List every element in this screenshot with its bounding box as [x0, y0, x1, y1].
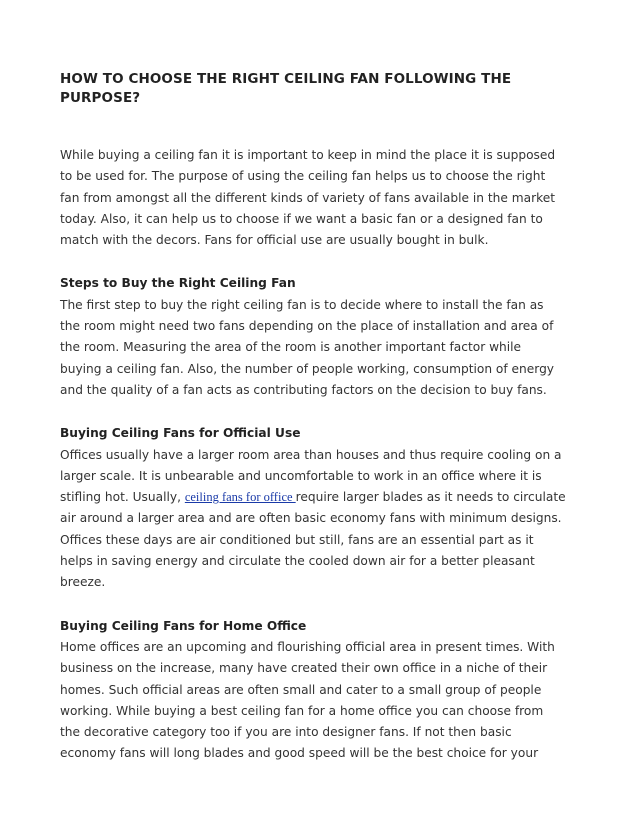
intro-line: While buying a ceiling fan it is important to keep in mind the place it is supposed [60, 148, 556, 162]
body-line: Offices these days are air conditioned but still, fans are an essential part as it [60, 532, 534, 547]
section-heading: Buying Ceiling Fans for Official Use [60, 426, 301, 441]
intro-paragraph [60, 145, 590, 251]
body-line: The first step to buy the right ceiling fan is to decide where to install the fan as [60, 297, 544, 312]
intro-line: fan from amongst all the different kinds of variety of fans available in the market [60, 190, 555, 205]
body-line: working. While buying a best ceiling fan for a home office you can choose from [60, 703, 544, 718]
body-line: business on the increase, many have created their own office in a niche of their [60, 661, 548, 676]
section-steps [60, 273, 590, 401]
body-line-suffix: require larger blades as it needs to circulate [295, 490, 566, 505]
body-line: the decorative category too if you are into designer fans. If not then basic [60, 725, 512, 740]
section-home-office [60, 616, 590, 765]
body-line: the room. Measuring the area of the room is another important factor while [60, 340, 522, 355]
title-line-2: PURPOSE? [60, 90, 141, 106]
body-line: buying a ceiling fan. Also, the number of people working, consumption of energy [60, 361, 555, 376]
intro-line: to be used for. The purpose of using the ceiling fan helps us to choose the right [60, 169, 546, 184]
body-line: the room might need two fans depending on the place of installation and area of [60, 319, 554, 334]
document-page [60, 70, 590, 765]
body-line: air around a larger area and are often basic economy fans with minimum designs. [60, 511, 562, 526]
body-line: breeze. [60, 575, 106, 590]
body-line: Home offices are an upcoming and flourishing official area in present times. With [60, 639, 555, 654]
intro-line: today. Also, it can help us to choose if we want a basic fan or a designed fan to [60, 211, 543, 226]
section-heading: Steps to Buy the Right Ceiling Fan [60, 276, 296, 291]
page-title [60, 70, 590, 108]
body-line: helps in saving energy and circulate the cooled down air for a better pleasant [60, 554, 535, 569]
ceiling-fans-for-office-link[interactable]: ceiling fans for office [184, 490, 296, 505]
section-body [60, 445, 590, 594]
section-official-use [60, 423, 590, 593]
body-line: economy fans will long blades and good speed will be the best choice for your [60, 746, 539, 761]
body-line: and the quality of a fan acts as contributing factors on the decision to buy fans. [60, 382, 547, 397]
body-line: larger scale. It is unbearable and uncomfortable to work in an office where it is [60, 468, 542, 483]
body-line: homes. Such official areas are often small and cater to a small group of people [60, 682, 542, 697]
section-heading: Buying Ceiling Fans for Home Office [60, 618, 307, 633]
title-line-1: HOW TO CHOOSE THE RIGHT CEILING FAN FOLLOWING THE [60, 71, 512, 87]
intro-line: match with the decors. Fans for official use are usually bought in bulk. [60, 233, 489, 248]
section-body [60, 637, 590, 765]
body-line: Offices usually have a larger room area than houses and thus require cooling on a [60, 447, 562, 462]
body-line-prefix: stifling hot. Usually, [60, 490, 185, 505]
section-body [60, 295, 590, 401]
